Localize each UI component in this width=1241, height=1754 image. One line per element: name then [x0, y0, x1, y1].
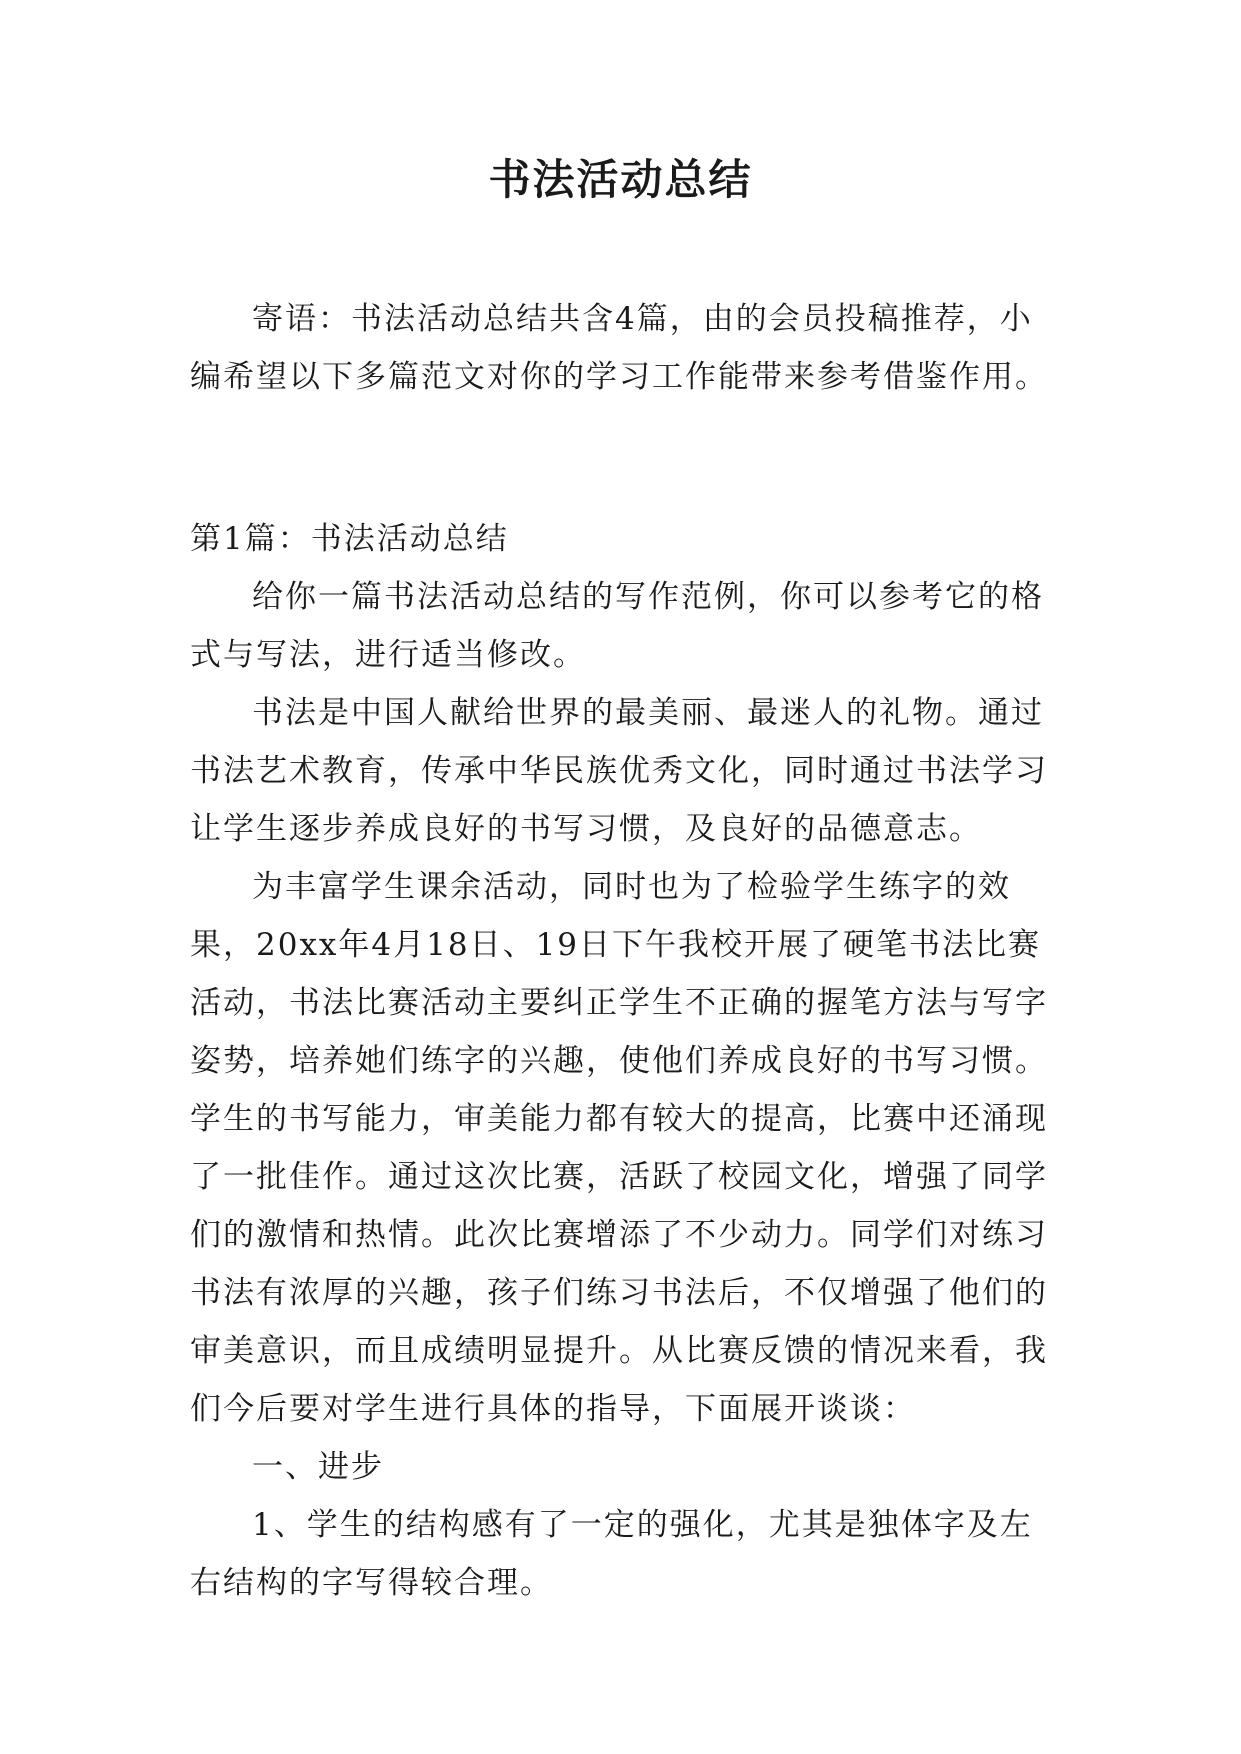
section-spacer: [190, 406, 1050, 510]
paragraph-2: 书法是中国人献给世界的最美丽、最迷人的礼物。通过书法艺术教育，传承中华民族优秀文化，同时通过书法学习让学生逐步养成良好的书写习惯，及良好的品德意志。: [190, 695, 1048, 847]
paragraph-1: 给你一篇书法活动总结的写作范例，你可以参考它的格式与写法，进行适当修改。: [190, 579, 1044, 673]
section-title: 第1篇：书法活动总结: [190, 521, 509, 557]
document-body: [190, 290, 1050, 1612]
intro-paragraph: 寄语：书法活动总结共含4篇，由的会员投稿推荐，小编希望以下多篇范文对你的学习工作能带来参考借鉴作用。: [190, 301, 1048, 395]
paragraph-4: 1、学生的结构感有了一定的强化，尤其是独体字及左右结构的字写得较合理。: [190, 1507, 1033, 1601]
document-title: 书法活动总结: [488, 155, 753, 204]
subheading-progress: 一、进步: [252, 1449, 384, 1485]
paragraph-3: 为丰富学生课余活动，同时也为了检验学生练字的效果，20xx年4月18日、19日下午我校开展了硬笔书法比赛活动，书法比赛活动主要纠正学生不正确的握笔方法与写字姿势，培养她们练字的兴趣，使他们养成良好的书写习惯。学生的书写能力，审美能力都有较大的提高，比赛中还涌现了一批佳作。通过这次比赛，活跃了校园文化，增强了同学们的激情和热情。此次比赛增添了不少动力。同学们对练习书法有浓厚的兴趣，孩子们练习书法后，不仅增强了他们的审美意识，而且成绩明显提升。从比赛反馈的情况来看，我们今后要对学生进行具体的指导，下面展开谈谈：: [190, 869, 1048, 1427]
